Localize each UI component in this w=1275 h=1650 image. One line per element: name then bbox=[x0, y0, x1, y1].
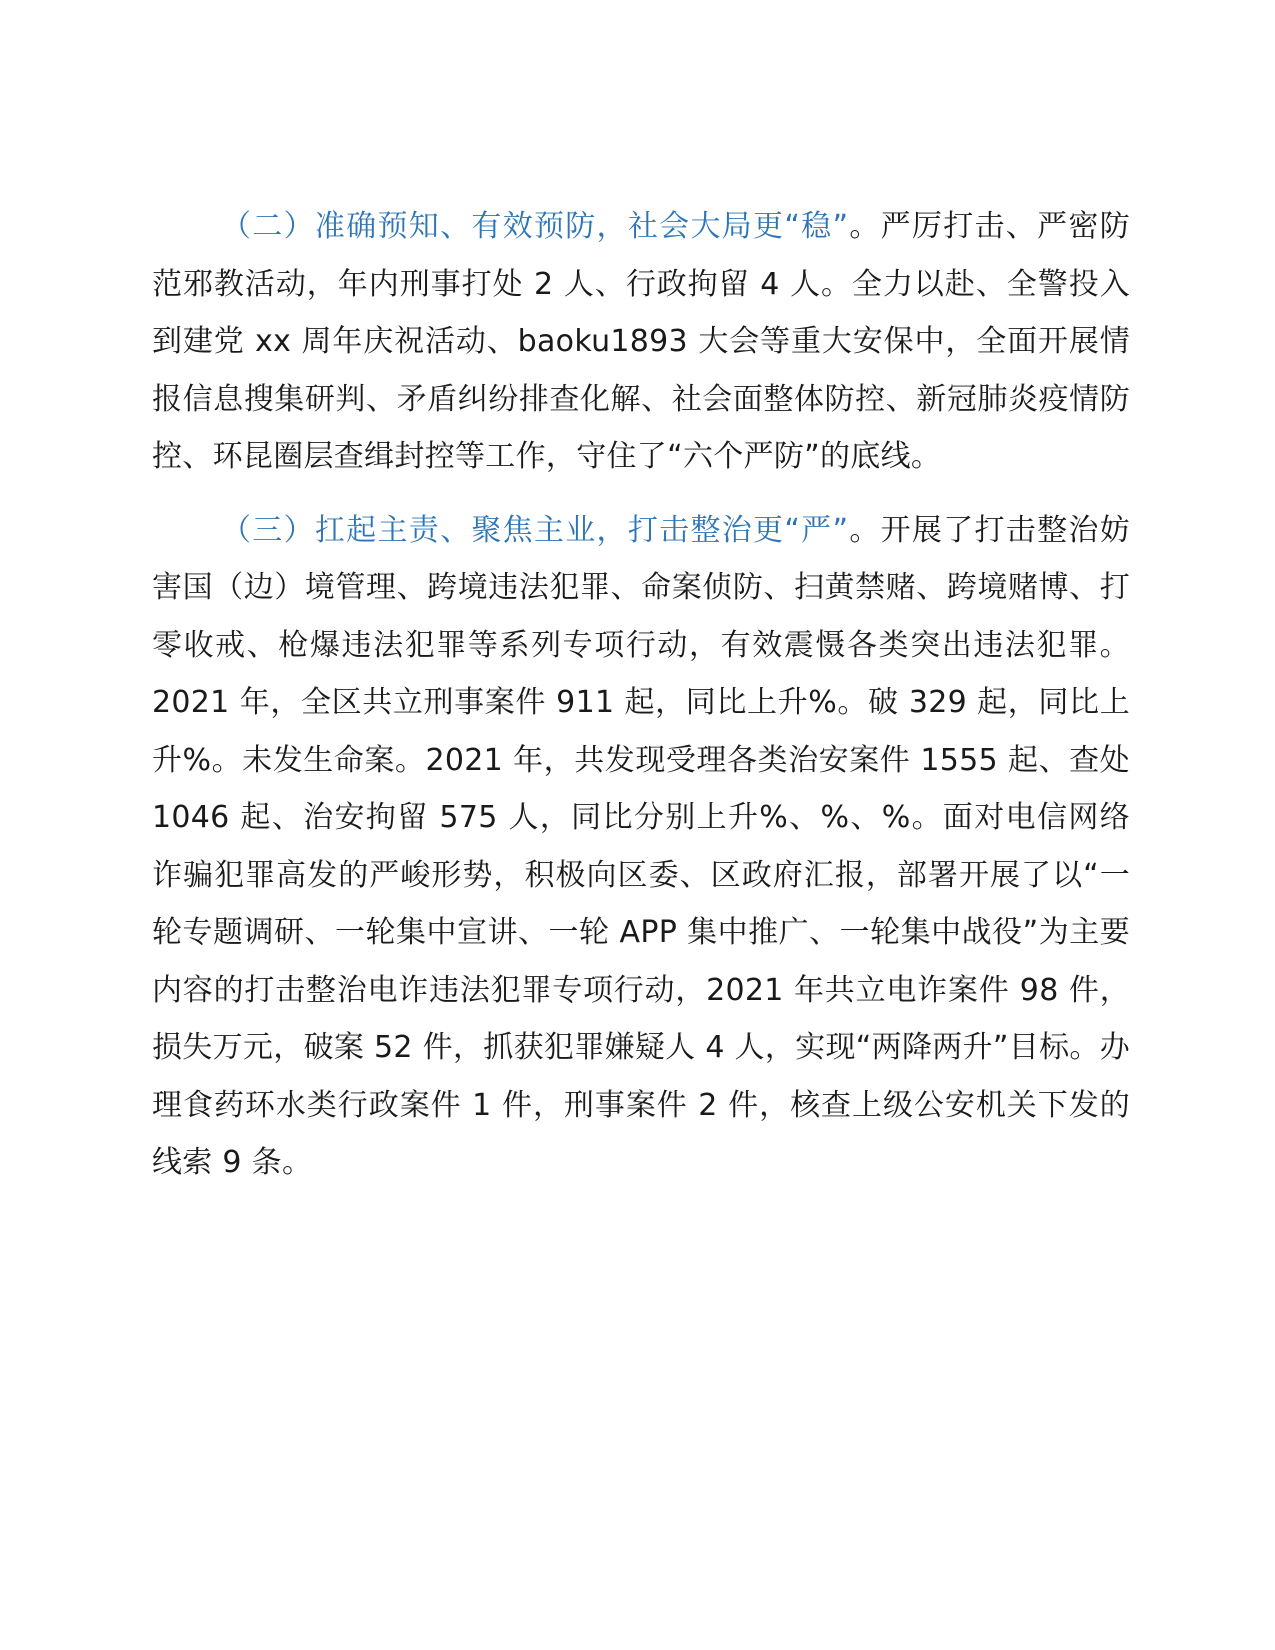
section-heading: （二）准确预知、有效预防，社会大局更“稳” bbox=[221, 209, 849, 244]
section-text: 。严厉打击、严密防范邪教活动，年内刑事打处 2 人、行政拘留 4 人。全力以赴、全警投入到建党 xx 周年庆祝活动、baoku1893 大会等重大安保中，全面开展情报信息搜集研判、矛盾纠纷排查化解、社会面整体防控、新冠肺炎疫情防控、环昆圈层查缉封控等工作，守住了“六个严防”的底线。 bbox=[152, 209, 1130, 474]
paragraph-section-2 bbox=[152, 198, 1130, 486]
section-heading: （三）扛起主责、聚焦主业，打击整治更“严” bbox=[221, 512, 849, 548]
document-body bbox=[152, 198, 1130, 1208]
paragraph-section-3 bbox=[152, 502, 1130, 1192]
section-text: 。开展了打击整治妨害国（边）境管理、跨境违法犯罪、命案侦防、扫黄禁赌、跨境赌博、打零收戒、枪爆违法犯罪等系列专项行动，有效震慑各类突出违法犯罪。2021 年，全区共立刑事案件 911 起，同比上升%。破 329 起，同比上升%。未发生命案。2021 年，共发现受理各类治安案件 1555 起、查处 1046 起、治安拘留 575 人，同比分别上升%、%、%。面对电信网络诈骗犯罪高发的严峻形势，积极向区委、区政府汇报，部署开展了以“一轮专题调研、一轮集中宣讲、一轮 APP 集中推广、一轮集中战役”为主要内容的打击整治电诈违法犯罪专项行动，2021 年共立电诈案件 98 件，损失万元，破案 52 件，抓获犯罪嫌疑人 4 人，实现“两降两升”目标。办理食药环水类行政案件 1 件，刑事案件 2 件，核查上级公安机关下发的线索 9 条。 bbox=[152, 512, 1130, 1180]
